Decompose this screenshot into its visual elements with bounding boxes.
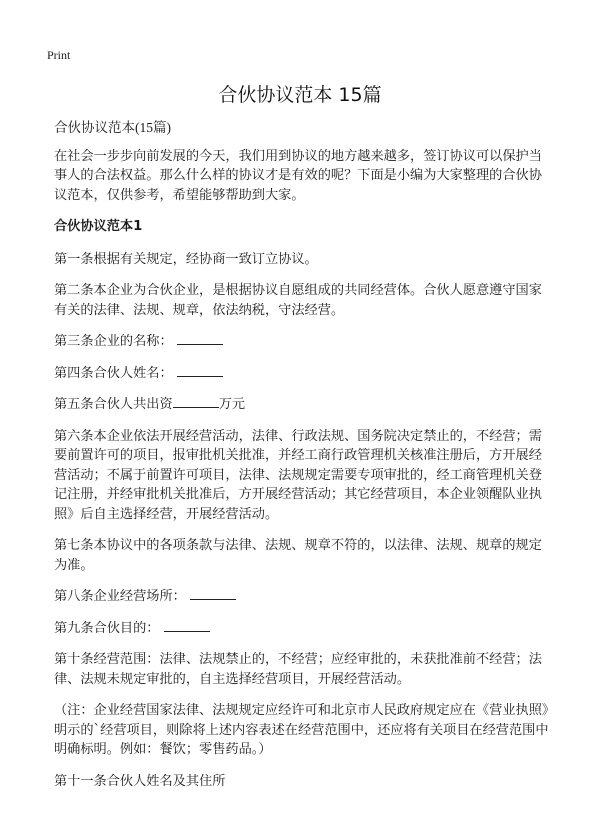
article-5-suffix: 万元 bbox=[218, 397, 246, 412]
article-5 bbox=[54, 395, 554, 415]
note-paragraph: （注：企业经营国家法律、法规规定应经许可和北京市人民政府规定应在《营业执照》明示的`经营项目，则除将上述内容表述在经营范围中，还应将有关项目在经营范围中明确标明。例如：餐饮；零售药品。） bbox=[54, 703, 549, 757]
document-body bbox=[54, 118, 554, 803]
article-9-label: 第九条合伙目的： bbox=[54, 620, 160, 636]
document-title: 合伙协议范本 15篇 bbox=[218, 84, 382, 106]
article-4-label: 第四条合伙人姓名： bbox=[54, 365, 173, 381]
article-4 bbox=[54, 364, 554, 384]
article-3-label: 第三条企业的名称： bbox=[54, 334, 173, 349]
partnership-purpose-blank bbox=[164, 619, 210, 632]
article-8 bbox=[54, 587, 554, 607]
article-3 bbox=[54, 332, 554, 352]
print-label[interactable]: Print bbox=[47, 48, 71, 62]
intro-paragraph: 在社会一步步向前发展的今天，我们用到协议的地方越来越多，签订协议可以保护当事人的合法权益。那么什么样的协议才是有效的呢？下面是小编为大家整理的合伙协议范本，仅供参考，希望能够帮助到大家。 bbox=[54, 148, 542, 203]
article-2: 第二条本企业为合伙企业，是根据协议自愿组成的共同经营体。合伙人愿意遵守国家有关的法律、法规、规章，依法纳税，守法经营。 bbox=[54, 283, 542, 318]
company-name-blank bbox=[177, 332, 223, 345]
article-9 bbox=[54, 619, 554, 639]
article-5-label: 第五条合伙人共出资 bbox=[54, 397, 173, 412]
partner-name-blank bbox=[177, 364, 223, 377]
section-heading: 合伙协议范本1 bbox=[54, 219, 143, 234]
business-location-blank bbox=[190, 587, 236, 600]
article-1: 第一条根据有关规定，经协商一致订立协议。 bbox=[54, 251, 318, 267]
article-11: 第十一条合伙人姓名及其住所 bbox=[54, 773, 226, 789]
article-10: 第十条经营范围：法律、法规禁止的，不经营；应经审批的，未获批准前不经营；法律、法规未规定审批的，自主选择经营项目，开展经营活动。 bbox=[54, 652, 542, 687]
article-6: 第六条本企业依法开展经营活动，法律、行政法规、国务院决定禁止的，不经营；需要前置许可的项目，报审批机关批准，并经工商行政管理机关核准注册后，方开展经营活动；不属于前置许可项目，法律、法规规定需要专项审批的，经工商管理机关登记注册，并经审批机关批准后，方开展经营活动；其它经营项目，本企业领醒队业执照》后自主选择经营，开展经营活动。 bbox=[54, 428, 542, 522]
article-8-label: 第八条企业经营场所： bbox=[54, 589, 186, 604]
document-subtitle: 合伙协议范本(15篇) bbox=[54, 120, 171, 135]
article-7: 第七条本协议中的各项条款与法律、法规、规章不符的，以法律、法规、规章的规定为准。 bbox=[54, 538, 542, 573]
capital-amount-blank bbox=[173, 395, 219, 408]
